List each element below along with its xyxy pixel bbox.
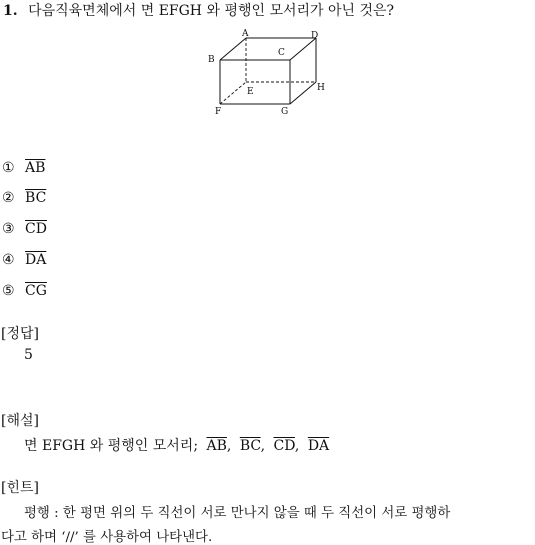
- edge-cd: [290, 38, 316, 60]
- choice-4[interactable]: [2, 252, 46, 268]
- explanation-segment-4: $\overline{DA}$: [307, 438, 330, 454]
- hint-label: [힌트]: [1, 480, 39, 496]
- choice-marker: ③: [2, 221, 15, 237]
- edge-fe-hidden: [220, 82, 246, 104]
- comma: ,: [294, 438, 300, 454]
- label-e: E: [247, 87, 254, 97]
- choice-segment: $\overline{AB}$: [25, 160, 46, 176]
- choice-segment: $\overline{DA}$: [25, 252, 47, 268]
- choice-segment: $\overline{CD}$: [25, 221, 47, 237]
- answer-value: 5: [24, 347, 33, 363]
- question-text: 다음직육면체에서 면 EFGH 와 평행인 모서리가 아닌 것은?: [28, 3, 395, 19]
- comma: ,: [226, 438, 232, 454]
- label-g: G: [281, 107, 289, 117]
- choice-marker: ⑤: [2, 283, 15, 299]
- answer-label: [정답]: [1, 326, 39, 342]
- label-b: B: [208, 55, 215, 65]
- label-d: D: [311, 31, 319, 41]
- label-f: F: [215, 107, 222, 117]
- cuboid-figure: [205, 28, 330, 118]
- edge-gh: [290, 82, 316, 104]
- label-h: H: [317, 83, 325, 93]
- choice-1[interactable]: [2, 160, 45, 176]
- question-number: 1.: [3, 3, 18, 19]
- explanation-prefix: 면 EFGH 와 평행인 모서리;: [24, 438, 199, 454]
- choice-3[interactable]: [2, 221, 47, 237]
- label-a: A: [242, 29, 249, 39]
- choice-5[interactable]: [2, 283, 47, 299]
- label-c: C: [278, 48, 285, 58]
- choice-marker: ①: [2, 160, 15, 176]
- question-line: [3, 0, 394, 20]
- choice-segment: $\overline{BC}$: [25, 190, 47, 206]
- edge-ba: [220, 38, 246, 60]
- explanation-segment-2: $\overline{BC}$: [239, 438, 261, 454]
- comma: ,: [260, 438, 266, 454]
- choice-marker: ②: [2, 190, 15, 206]
- choice-marker: ④: [2, 252, 15, 268]
- explanation-label: [해설]: [1, 413, 39, 429]
- choice-2[interactable]: [2, 190, 46, 206]
- explanation-segment-1: $\overline{AB}$: [206, 438, 227, 454]
- explanation-segment-3: $\overline{CD}$: [273, 438, 295, 454]
- explanation-body: [24, 435, 329, 455]
- choice-segment: $\overline{CG}$: [25, 283, 47, 299]
- hint-line-2: 다고 하며 ‘//’ 를 사용하여 나타낸다.: [1, 530, 213, 545]
- hint-line-1: 평행 : 한 평면 위의 두 직선이 서로 만나지 않을 때 두 직선이 서로 평행하: [24, 506, 451, 521]
